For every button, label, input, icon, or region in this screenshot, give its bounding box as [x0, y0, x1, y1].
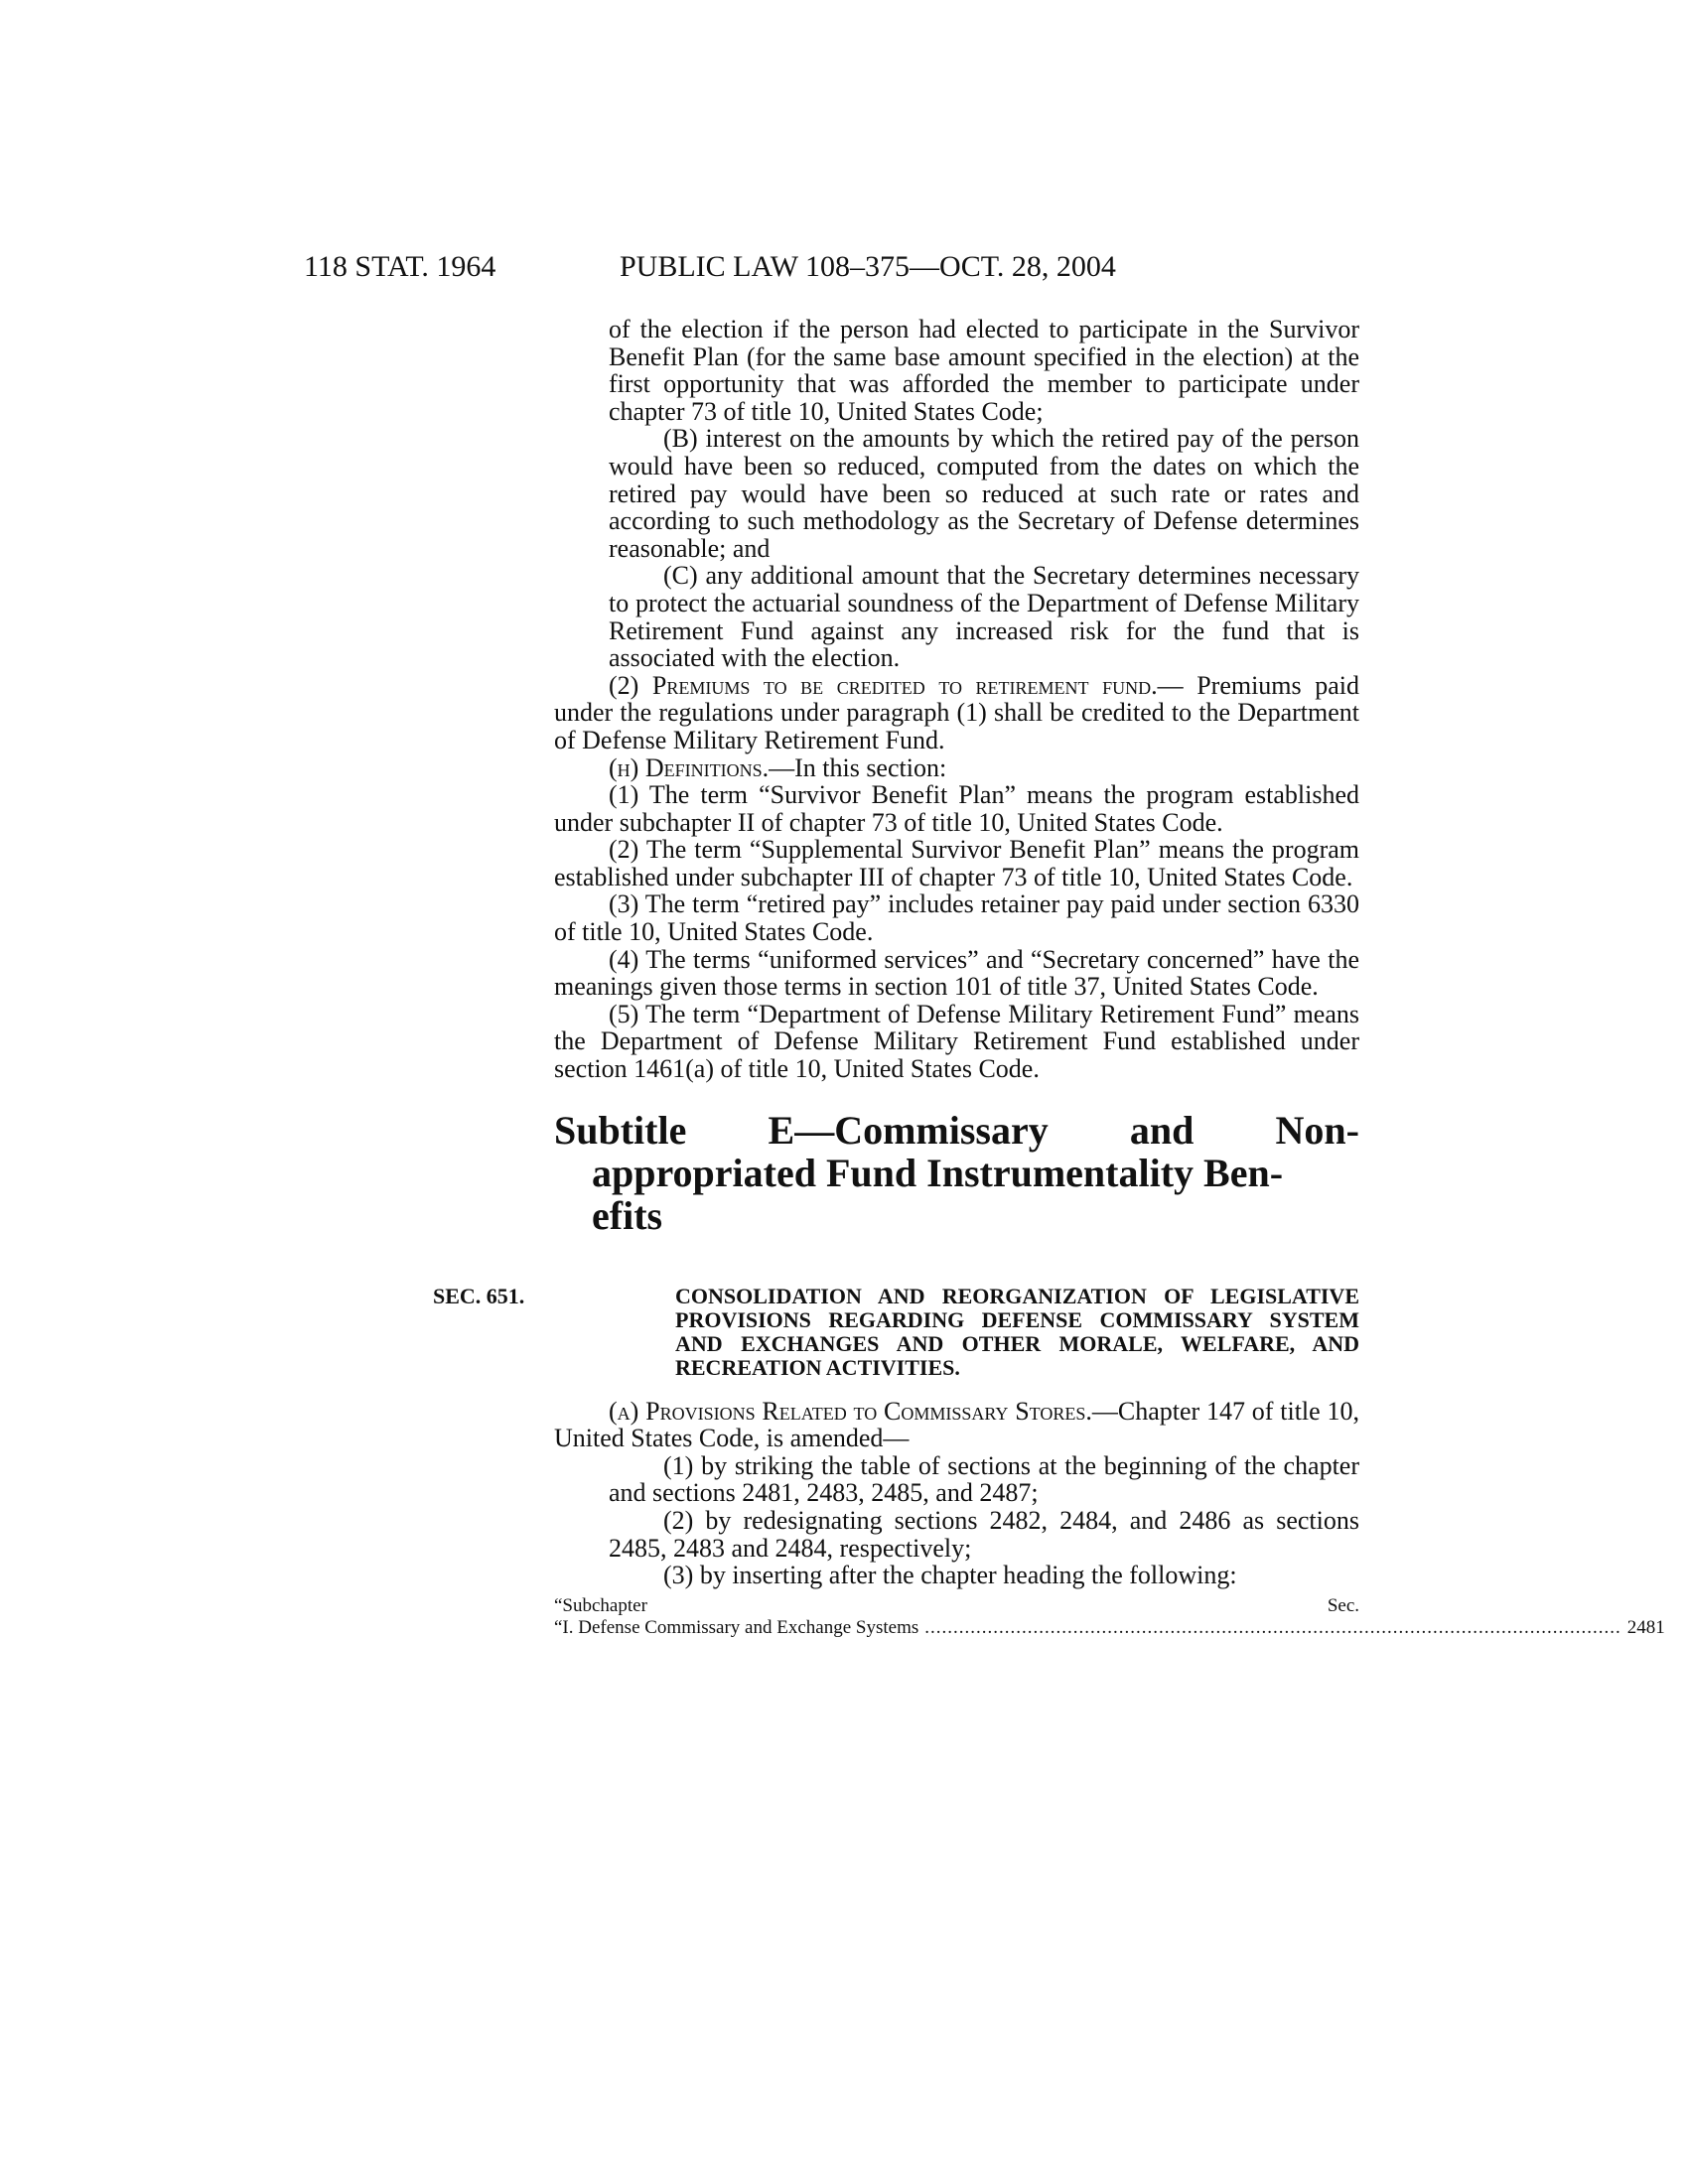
page-header — [0, 250, 1688, 290]
definitions-label: (h) Definitions. — [609, 752, 770, 782]
definition-5: (5) The term “Department of Defense Military Retirement Fund” means the Department of Defense Military Retirement Fund established under section 1461(a) of title 10, United States Code. — [554, 999, 1359, 1084]
subchapter-table-header — [554, 1595, 1359, 1617]
subtitle-line-3: efits — [592, 1192, 663, 1238]
subtitle-heading — [554, 1109, 1359, 1237]
document-body — [433, 315, 1665, 1639]
toc-subchapter-label: “Subchapter — [554, 1594, 647, 1616]
subtitle-word-1: Subtitle — [554, 1107, 687, 1153]
definitions-intro: —In this section: — [769, 752, 947, 782]
toc-section-label: Sec. — [1327, 1594, 1359, 1616]
definition-4: (4) The terms “uniformed services” and “Secretary concerned” have the meanings given those terms in section 101 of title 37, United States Code. — [554, 944, 1359, 1002]
section-title: CONSOLIDATION AND REORGANIZATION OF LEGISLATIVE PROVISIONS REGARDING DEFENSE COMMISSARY SYSTEM AND EXCHANGES AND OTHER MORALE, WELFARE, AND RECREATION ACTIVITIES. — [675, 1283, 1359, 1380]
subtitle-word-3: and — [1129, 1107, 1195, 1153]
toc-row-section: 2481 — [1626, 1616, 1665, 1638]
paragraph-2-text: Premiums paid under the regulations under paragraph (1) shall be credited to the Department of Defense Military Retirement Fund. — [554, 670, 1359, 754]
subsection-a-heading: (a) Provisions Related to Commissary Stores. — [609, 1396, 1092, 1426]
paragraph-2 — [554, 672, 1359, 754]
subtitle-line-2: appropriated Fund Instrumentality Ben- — [592, 1150, 1284, 1195]
subsection-a — [554, 1398, 1359, 1452]
toc-row-label: “I. Defense Commissary and Exchange Systems — [554, 1616, 919, 1638]
subtitle-word-2: E—Commissary — [768, 1107, 1049, 1153]
subtitle-line-1 — [554, 1109, 1359, 1152]
amendment-2: (2) by redesignating sections 2482, 2484, and 2486 as sections 2485, 2483 and 2484, respectively; — [609, 1506, 1359, 1563]
subchapter-table — [554, 1594, 1665, 1639]
amendment-3: (3) by inserting after the chapter heading the following: — [663, 1561, 1237, 1590]
paragraph-2-heading: (2) Premiums to be credited to retirement fund.— — [609, 670, 1184, 700]
public-law-citation: PUBLIC LAW 108–375—OCT. 28, 2004 — [620, 250, 1116, 283]
paragraph-a-continuation: of the election if the person had elected to participate in the Survivor Benefit Plan (for the same base amount specified in the election) at the first opportunity that was afforded the member to participate under chapter 73 of title 10, United States Code; — [609, 315, 1359, 426]
toc-leader-dots: .......................................................................................................................... — [924, 1616, 1621, 1638]
definition-2: (2) The term “Supplemental Survivor Benefit Plan” means the program established under subchapter III of chapter 73 of title 10, United States Code. — [554, 835, 1359, 891]
amendment-1: (1) by striking the table of sections at the beginning of the chapter and sections 2481, 2483, 2485, and 2487; — [609, 1450, 1359, 1508]
paragraph-c: (C) any additional amount that the Secretary determines necessary to protect the actuarial soundness of the Department of Defense Military Retirement Fund against any increased risk for the fund that is associated with the election. — [609, 561, 1359, 673]
paragraph-b: (B) interest on the amounts by which the retired pay of the person would have been so reduced, computed from the dates on which the retired pay would have been so reduced at such rate or rates and according to such methodology as the Secretary of Defense determines reasonable; and — [609, 424, 1359, 563]
toc-row — [554, 1616, 1665, 1639]
subtitle-word-4: Non- — [1275, 1107, 1359, 1153]
section-heading-text — [433, 1283, 1359, 1380]
statute-page-number: 118 STAT. 1964 — [304, 250, 496, 283]
definition-3: (3) The term “retired pay” includes retainer pay paid under section 6330 of title 10, United States Code. — [554, 889, 1359, 947]
definitions-heading — [554, 754, 1359, 782]
section-heading — [433, 1283, 1359, 1380]
subsection-a-text: —Chapter 147 of title 10, United States Code, is amended— — [554, 1396, 1359, 1453]
section-number: SEC. 651. — [433, 1283, 525, 1308]
definition-1: (1) The term “Survivor Benefit Plan” means the program established under subchapter II of chapter 73 of title 10, United States Code. — [554, 780, 1359, 837]
